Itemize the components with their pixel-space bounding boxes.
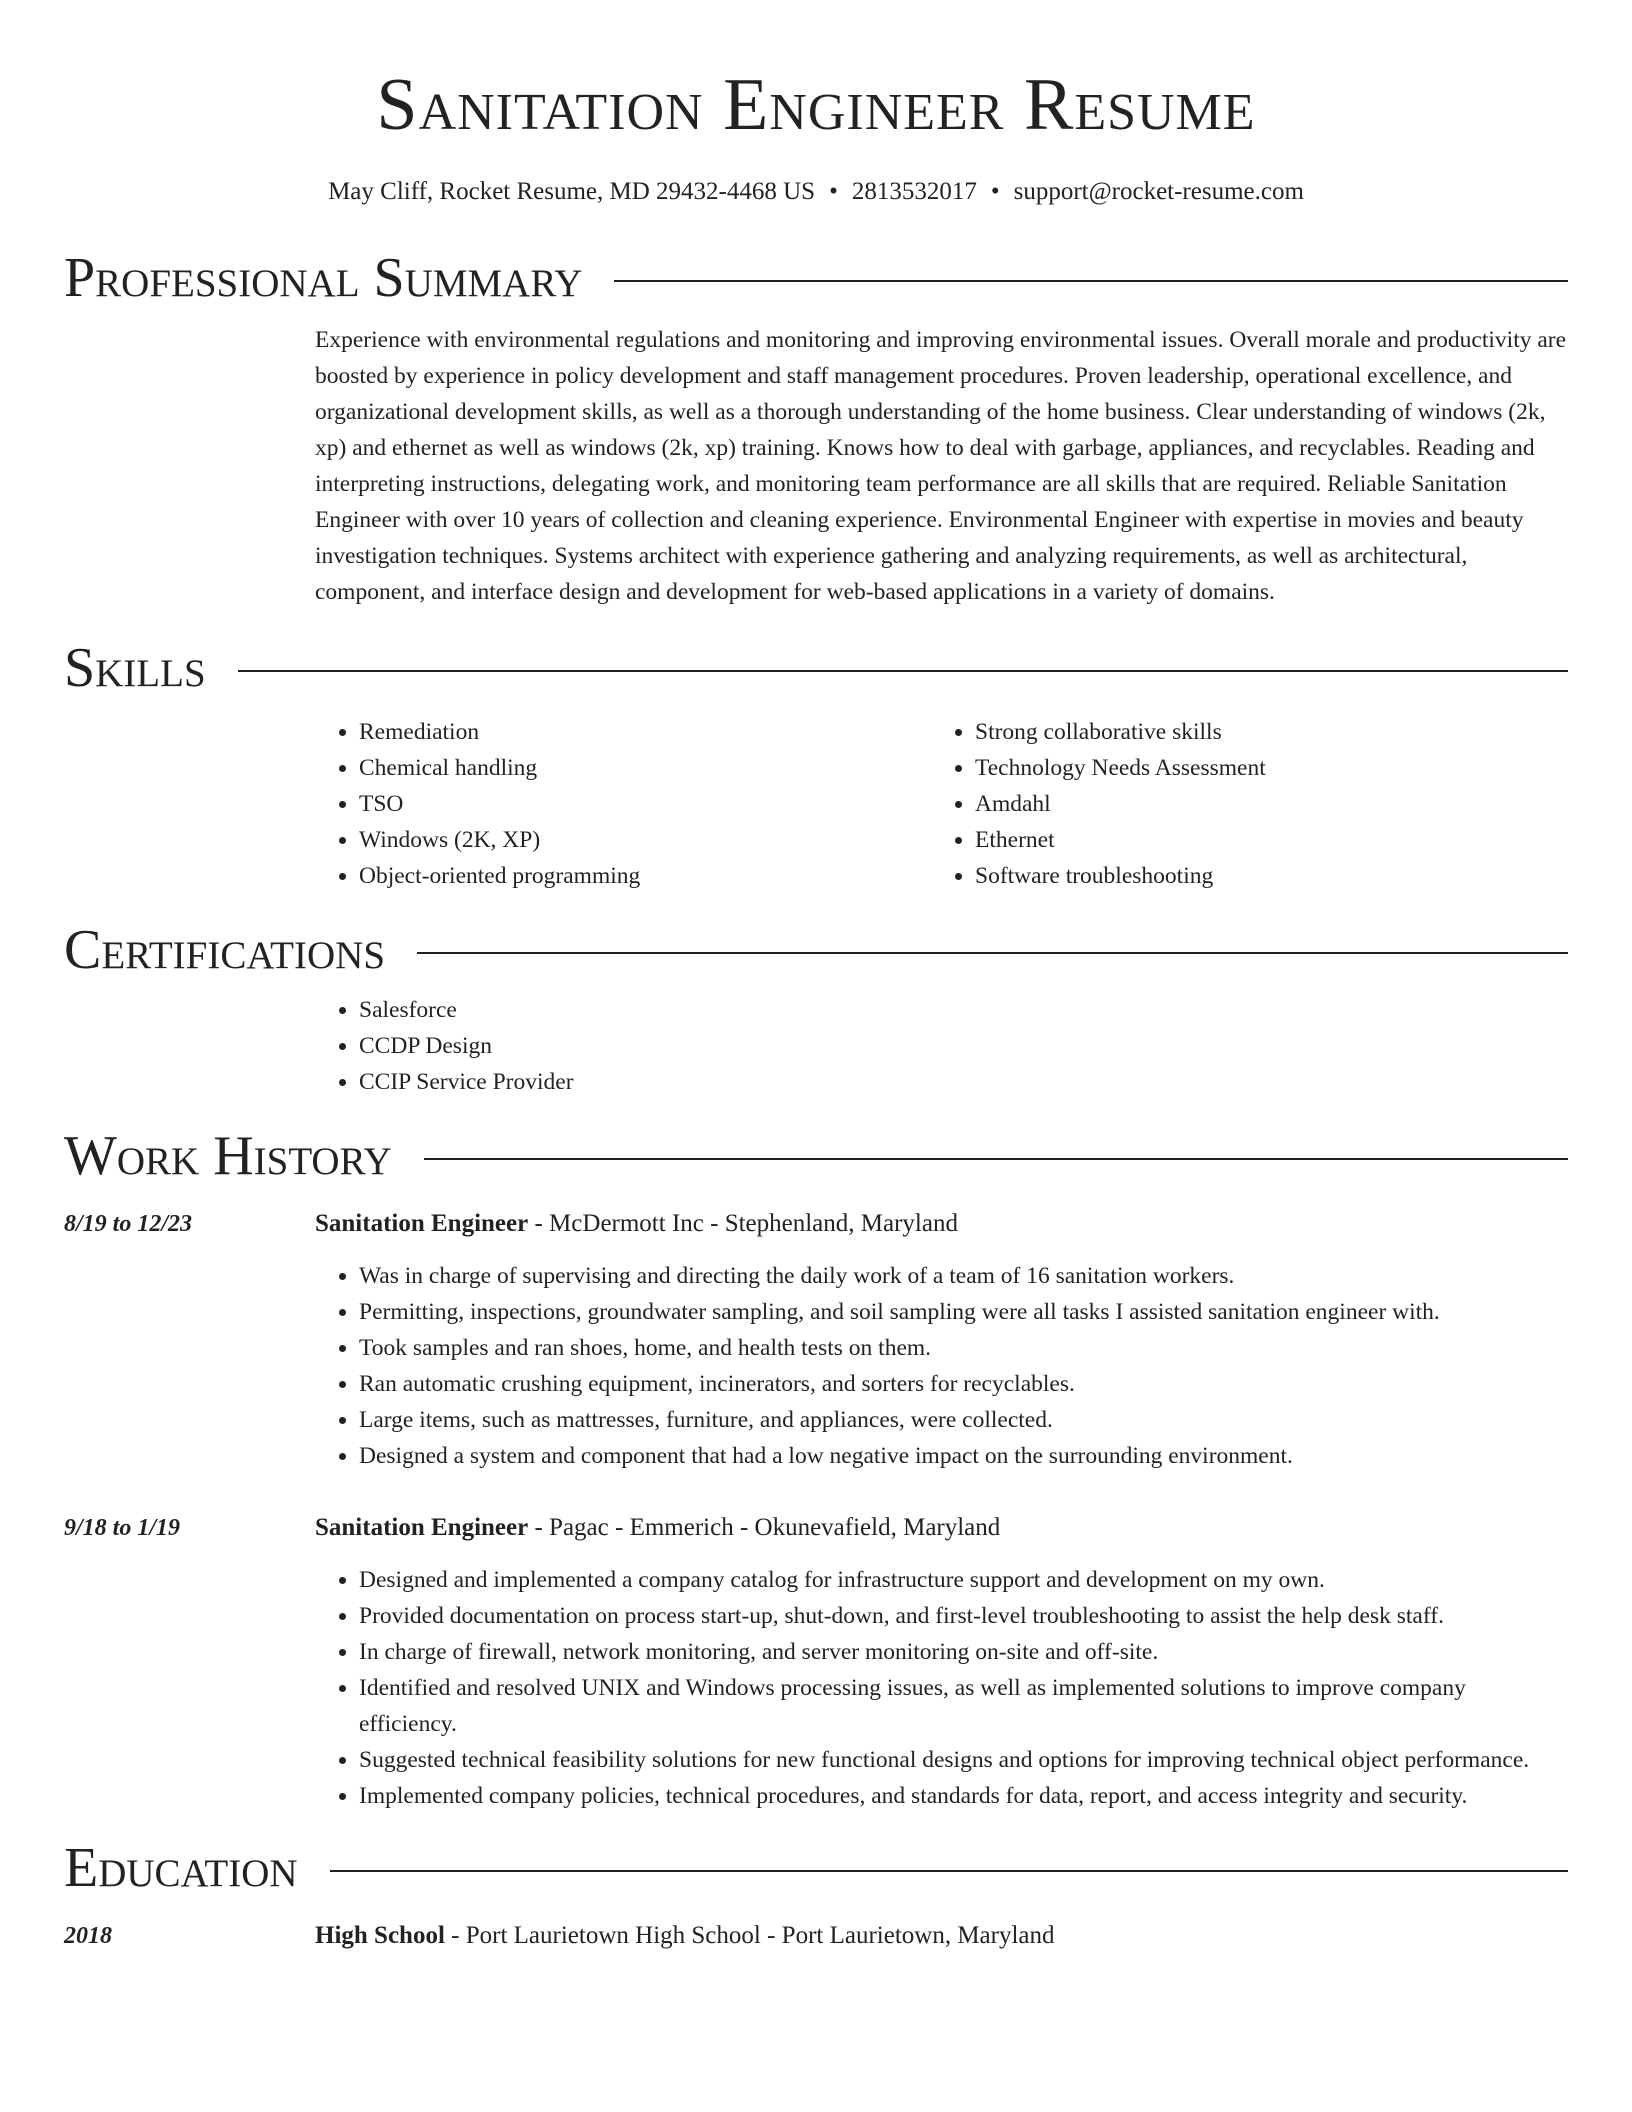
contact-line bbox=[64, 176, 1568, 208]
section-divider bbox=[330, 1870, 1568, 1872]
section-divider bbox=[614, 280, 1568, 282]
skills-list-left bbox=[315, 714, 931, 894]
certifications-list bbox=[315, 992, 1568, 1100]
section-divider bbox=[424, 1158, 1568, 1160]
job-bullet: • Designed a system and component that had a low negative impact on the surrounding environment. bbox=[359, 1438, 1568, 1474]
job-bullet: • Ran automatic crushing equipment, incinerators, and sorters for recyclables. bbox=[359, 1366, 1568, 1402]
skills-column-left bbox=[315, 714, 931, 894]
skill-item: • Strong collaborative skills bbox=[975, 714, 1547, 750]
job-role: Sanitation Engineer bbox=[315, 1210, 529, 1237]
certifications-block bbox=[315, 992, 1568, 1100]
job-role: Sanitation Engineer bbox=[315, 1514, 529, 1541]
certification-item: • CCIP Service Provider bbox=[359, 1064, 1568, 1100]
job-bullet: • In charge of firewall, network monitoring, and server monitoring on-site and off-site. bbox=[359, 1634, 1568, 1670]
education-heading bbox=[315, 1918, 1568, 1954]
job-heading bbox=[315, 1510, 1568, 1546]
job-date: 9/18 to 1/19 bbox=[64, 1515, 181, 1541]
section-header-work-history bbox=[64, 1124, 1568, 1188]
skill-item: • Technology Needs Assessment bbox=[975, 750, 1547, 786]
education-degree: High School bbox=[315, 1922, 445, 1949]
section-header-summary bbox=[64, 246, 1568, 310]
contact-address: May Cliff, Rocket Resume, MD 29432-4468 US bbox=[328, 178, 816, 205]
contact-email: support@rocket-resume.com bbox=[1013, 178, 1304, 205]
certification-item: • CCDP Design bbox=[359, 1028, 1568, 1064]
section-divider bbox=[238, 670, 1568, 672]
job-bullet: • Permitting, inspections, groundwater sampling, and soil sampling were all tasks I assisted sanitation engineer with. bbox=[359, 1294, 1568, 1330]
section-title-certifications: Certifications bbox=[64, 919, 386, 981]
skill-item: • Ethernet bbox=[975, 822, 1547, 858]
section-title-skills: Skills bbox=[64, 637, 206, 699]
job-bullets bbox=[315, 1562, 1568, 1814]
skill-item: • TSO bbox=[359, 786, 931, 822]
job-bullet: • Identified and resolved UNIX and Windows processing issues, as well as implemented solutions to improve company efficiency. bbox=[359, 1670, 1568, 1742]
section-header-education bbox=[64, 1836, 1568, 1900]
education-body bbox=[315, 1918, 1568, 1954]
skills-column-right bbox=[931, 714, 1547, 894]
skill-item: • Amdahl bbox=[975, 786, 1547, 822]
skill-item: • Object-oriented programming bbox=[359, 858, 931, 894]
job-bullet: • Large items, such as mattresses, furniture, and appliances, were collected. bbox=[359, 1402, 1568, 1438]
skill-item: • Windows (2K, XP) bbox=[359, 822, 931, 858]
summary-text: Experience with environmental regulations and monitoring and improving environmental issues. Overall morale and productivity are boosted by experience in policy development and staff management procedures. Proven leadership, operational excellence, and organizational development skills, as well as a thorough understanding of the home business. Clear understanding of windows (2k, xp) and ethernet as well as windows (2k, xp) training. Knows how to deal with garbage, appliances, and recyclables. Reading and interpreting instructions, delegating work, and monitoring team performance are all skills that are required. Reliable Sanitation Engineer with over 10 years of collection and cleaning experience. Environmental Engineer with expertise in movies and beauty investigation techniques. Systems architect with experience gathering and analyzing requirements, as well as architectural, component, and interface design and development for web-based applications in a variety of domains. bbox=[315, 327, 1567, 605]
contact-phone: 2813532017 bbox=[851, 178, 977, 205]
job-body bbox=[315, 1206, 1568, 1474]
education-date: 2018 bbox=[64, 1923, 112, 1949]
job-entry bbox=[64, 1510, 1568, 1814]
job-bullet: • Took samples and ran shoes, home, and health tests on them. bbox=[359, 1330, 1568, 1366]
job-bullet: • Implemented company policies, technical procedures, and standards for data, report, and access integrity and security. bbox=[359, 1778, 1568, 1814]
section-header-certifications bbox=[64, 918, 1568, 982]
section-title-education: Education bbox=[64, 1837, 298, 1899]
job-bullet: • Provided documentation on process start-up, shut-down, and first-level troubleshooting to assist the help desk staff. bbox=[359, 1598, 1568, 1634]
skills-grid bbox=[315, 714, 1568, 894]
job-bullet: • Suggested technical feasibility solutions for new functional designs and options for improving technical object performance. bbox=[359, 1742, 1568, 1778]
certification-item: • Salesforce bbox=[359, 992, 1568, 1028]
job-date: 8/19 to 12/23 bbox=[64, 1211, 193, 1237]
job-bullet: • Was in charge of supervising and directing the daily work of a team of 16 sanitation workers. bbox=[359, 1258, 1568, 1294]
skills-list-right bbox=[931, 714, 1547, 894]
skill-item: • Software troubleshooting bbox=[975, 858, 1547, 894]
job-entry bbox=[64, 1206, 1568, 1474]
job-details: - Pagac - Emmerich - Okunevafield, Maryland bbox=[528, 1514, 1001, 1541]
skill-item: • Chemical handling bbox=[359, 750, 931, 786]
job-bullet: • Designed and implemented a company catalog for infrastructure support and development on my own. bbox=[359, 1562, 1568, 1598]
contact-separator: • bbox=[829, 178, 838, 205]
education-entry bbox=[64, 1918, 1568, 1954]
job-body bbox=[315, 1510, 1568, 1814]
section-divider bbox=[417, 952, 1568, 954]
education-details: - Port Laurietown High School - Port Laurietown, Maryland bbox=[444, 1922, 1055, 1949]
resume-title: Sanitation Engineer Resume bbox=[376, 64, 1256, 146]
skill-item: • Remediation bbox=[359, 714, 931, 750]
section-title-work-history: Work History bbox=[64, 1125, 392, 1187]
section-header-skills bbox=[64, 636, 1568, 700]
section-title-summary: Professional Summary bbox=[64, 247, 583, 309]
job-details: - McDermott Inc - Stephenland, Maryland bbox=[528, 1210, 958, 1237]
job-heading bbox=[315, 1206, 1568, 1242]
contact-separator: • bbox=[990, 178, 1000, 205]
job-bullets bbox=[315, 1258, 1568, 1474]
